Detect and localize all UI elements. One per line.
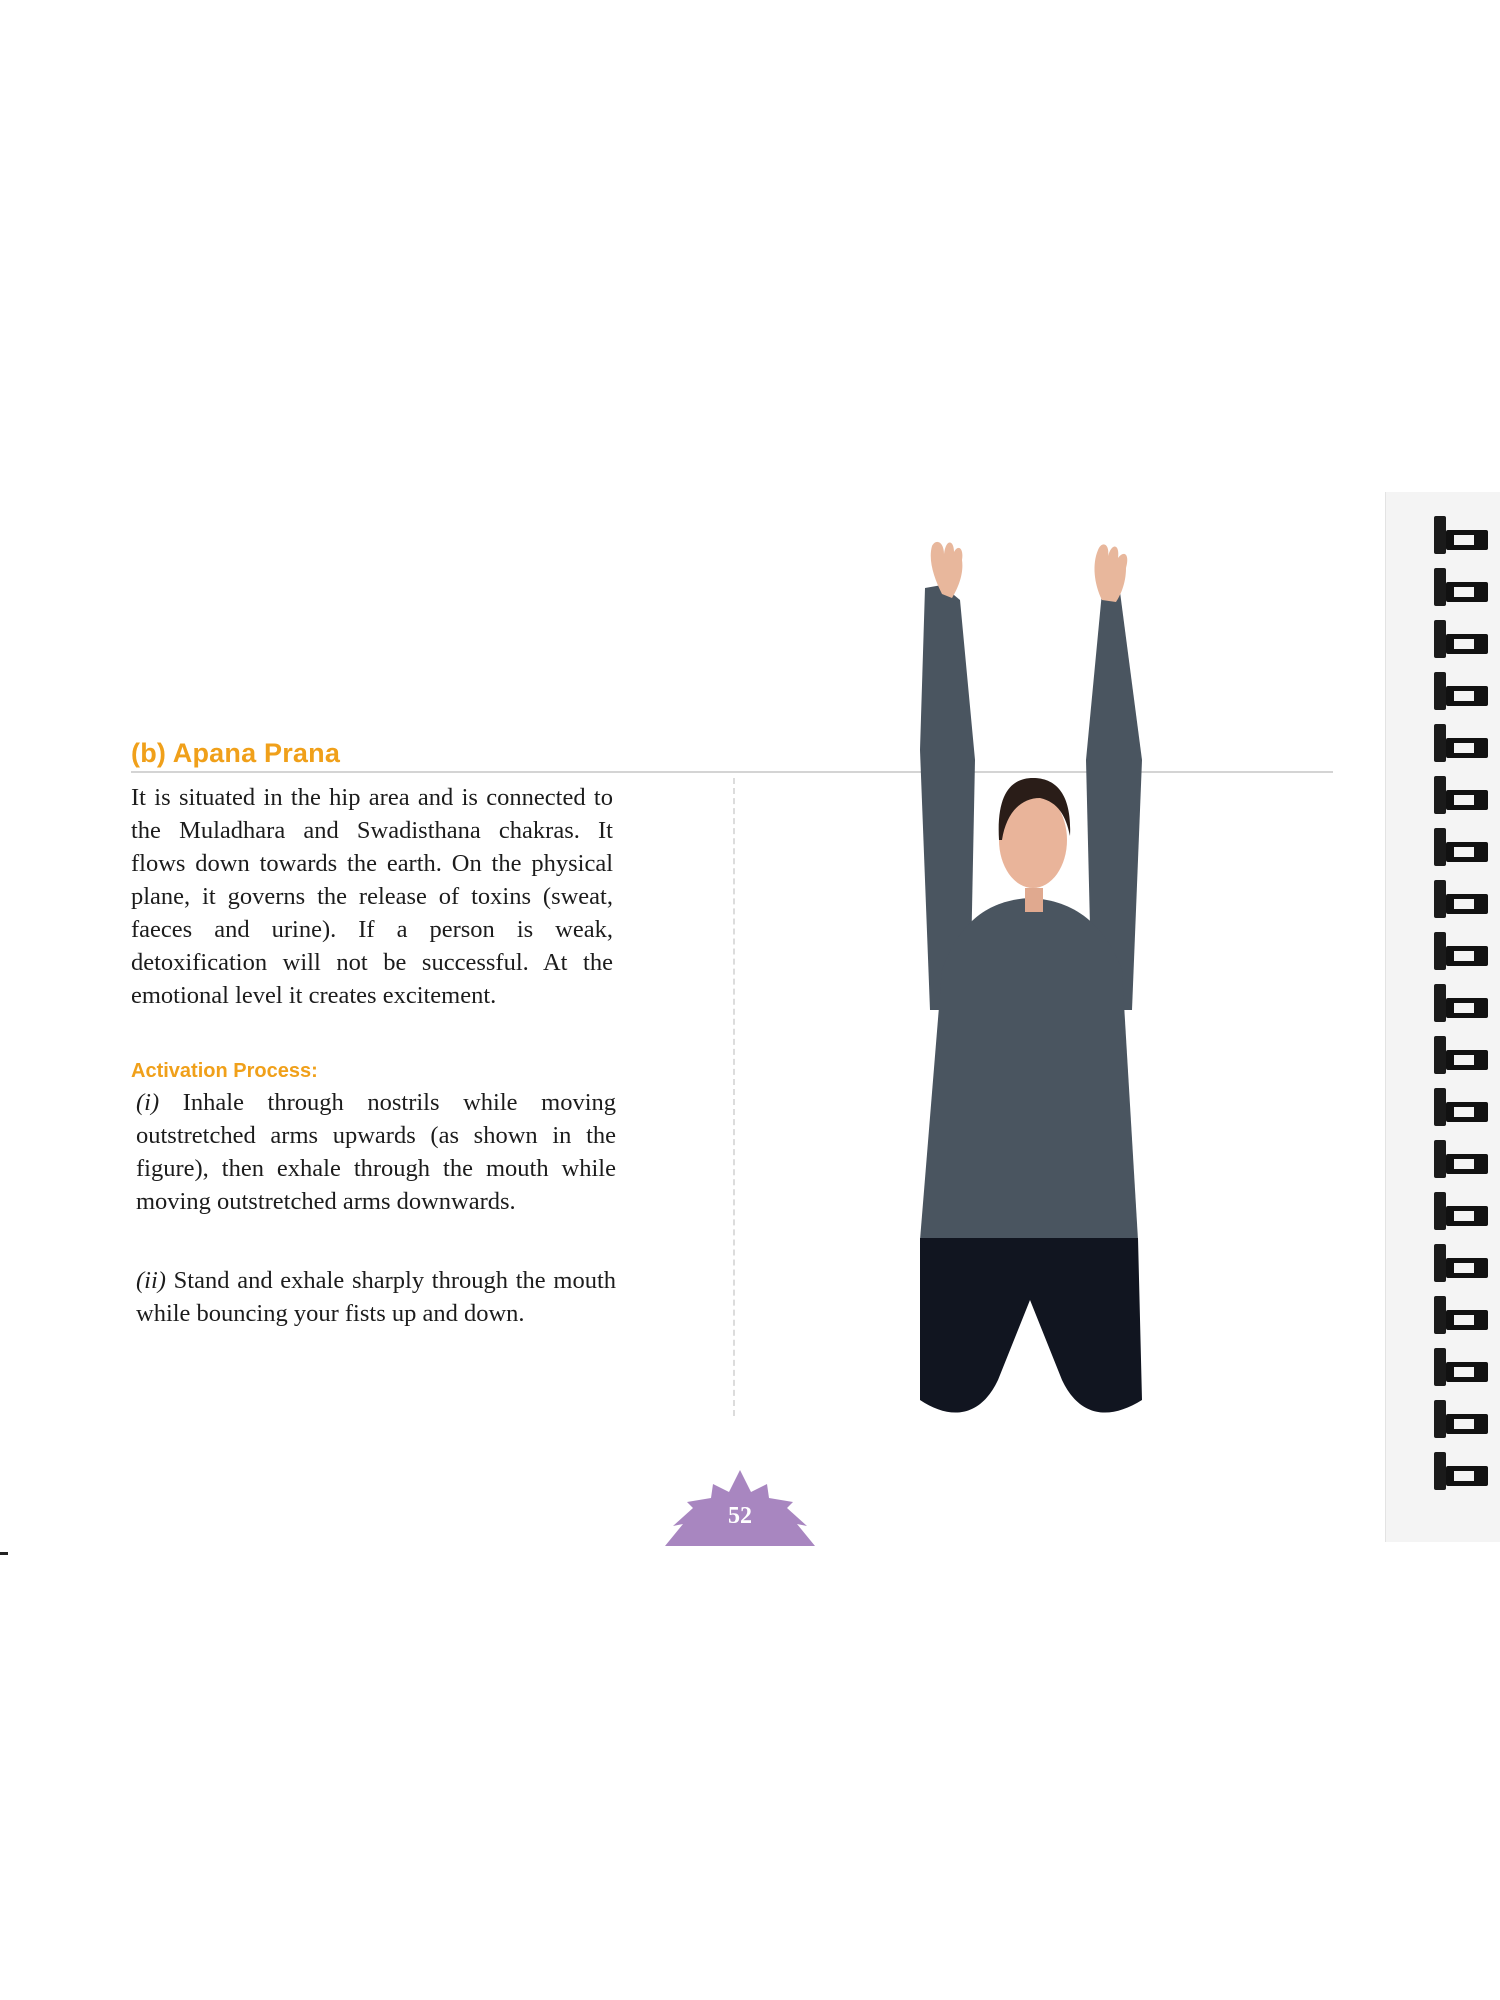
page-number: 52: [728, 1503, 752, 1529]
binding-ring-icon: [1446, 790, 1488, 810]
section-heading: (b) Apana Prana: [131, 738, 341, 768]
binding-ring-icon: [1446, 1102, 1488, 1122]
binding-ring-icon: [1446, 894, 1488, 914]
binding-ring-icon: [1446, 686, 1488, 706]
binding-ring-icon: [1446, 738, 1488, 758]
binding-ring-icon: [1446, 530, 1488, 550]
step-1-text: Inhale through nostrils while moving outstretched arms upwards (as shown in the figure), then exhale through the mouth while moving outstretched arms downwards.: [136, 1089, 616, 1215]
binding-ring-icon: [1446, 1466, 1488, 1486]
activation-step-1: [136, 1086, 616, 1218]
binding-ring-icon: [1446, 582, 1488, 602]
binding-ring-icon: [1446, 1258, 1488, 1278]
binding-ring-icon: [1446, 1310, 1488, 1330]
section-body: It is situated in the hip area and is connected to the Muladhara and Swadisthana chakras. It flows down towards the earth. On the physical plane, it governs the release of toxins (sweat, faeces and urine). If a person is weak, detoxification will not be successful. At the emotional level it creates excitement.: [131, 784, 613, 1009]
page-edge-mark: [0, 1552, 8, 1555]
spiral-binding: [1385, 492, 1500, 1542]
activation-step-2: [136, 1264, 616, 1330]
binding-ring-icon: [1446, 842, 1488, 862]
binding-ring-icon: [1446, 1362, 1488, 1382]
woman-kneeling-arms-raised-photo: [880, 540, 1180, 1430]
binding-ring-icon: [1446, 634, 1488, 654]
binding-ring-icon: [1446, 1414, 1488, 1434]
binding-ring-icon: [1446, 1206, 1488, 1226]
binding-ring-icon: [1446, 946, 1488, 966]
binding-ring-icon: [1446, 1050, 1488, 1070]
step-2-number: (ii): [136, 1267, 166, 1294]
binding-ring-icon: [1446, 998, 1488, 1018]
step-2-text: Stand and exhale sharply through the mouth while bouncing your fists up and down.: [136, 1267, 616, 1327]
activation-heading: Activation Process:: [131, 1060, 318, 1082]
binding-ring-icon: [1446, 1154, 1488, 1174]
column-divider: [733, 778, 735, 1416]
step-1-number: (i): [136, 1089, 160, 1116]
